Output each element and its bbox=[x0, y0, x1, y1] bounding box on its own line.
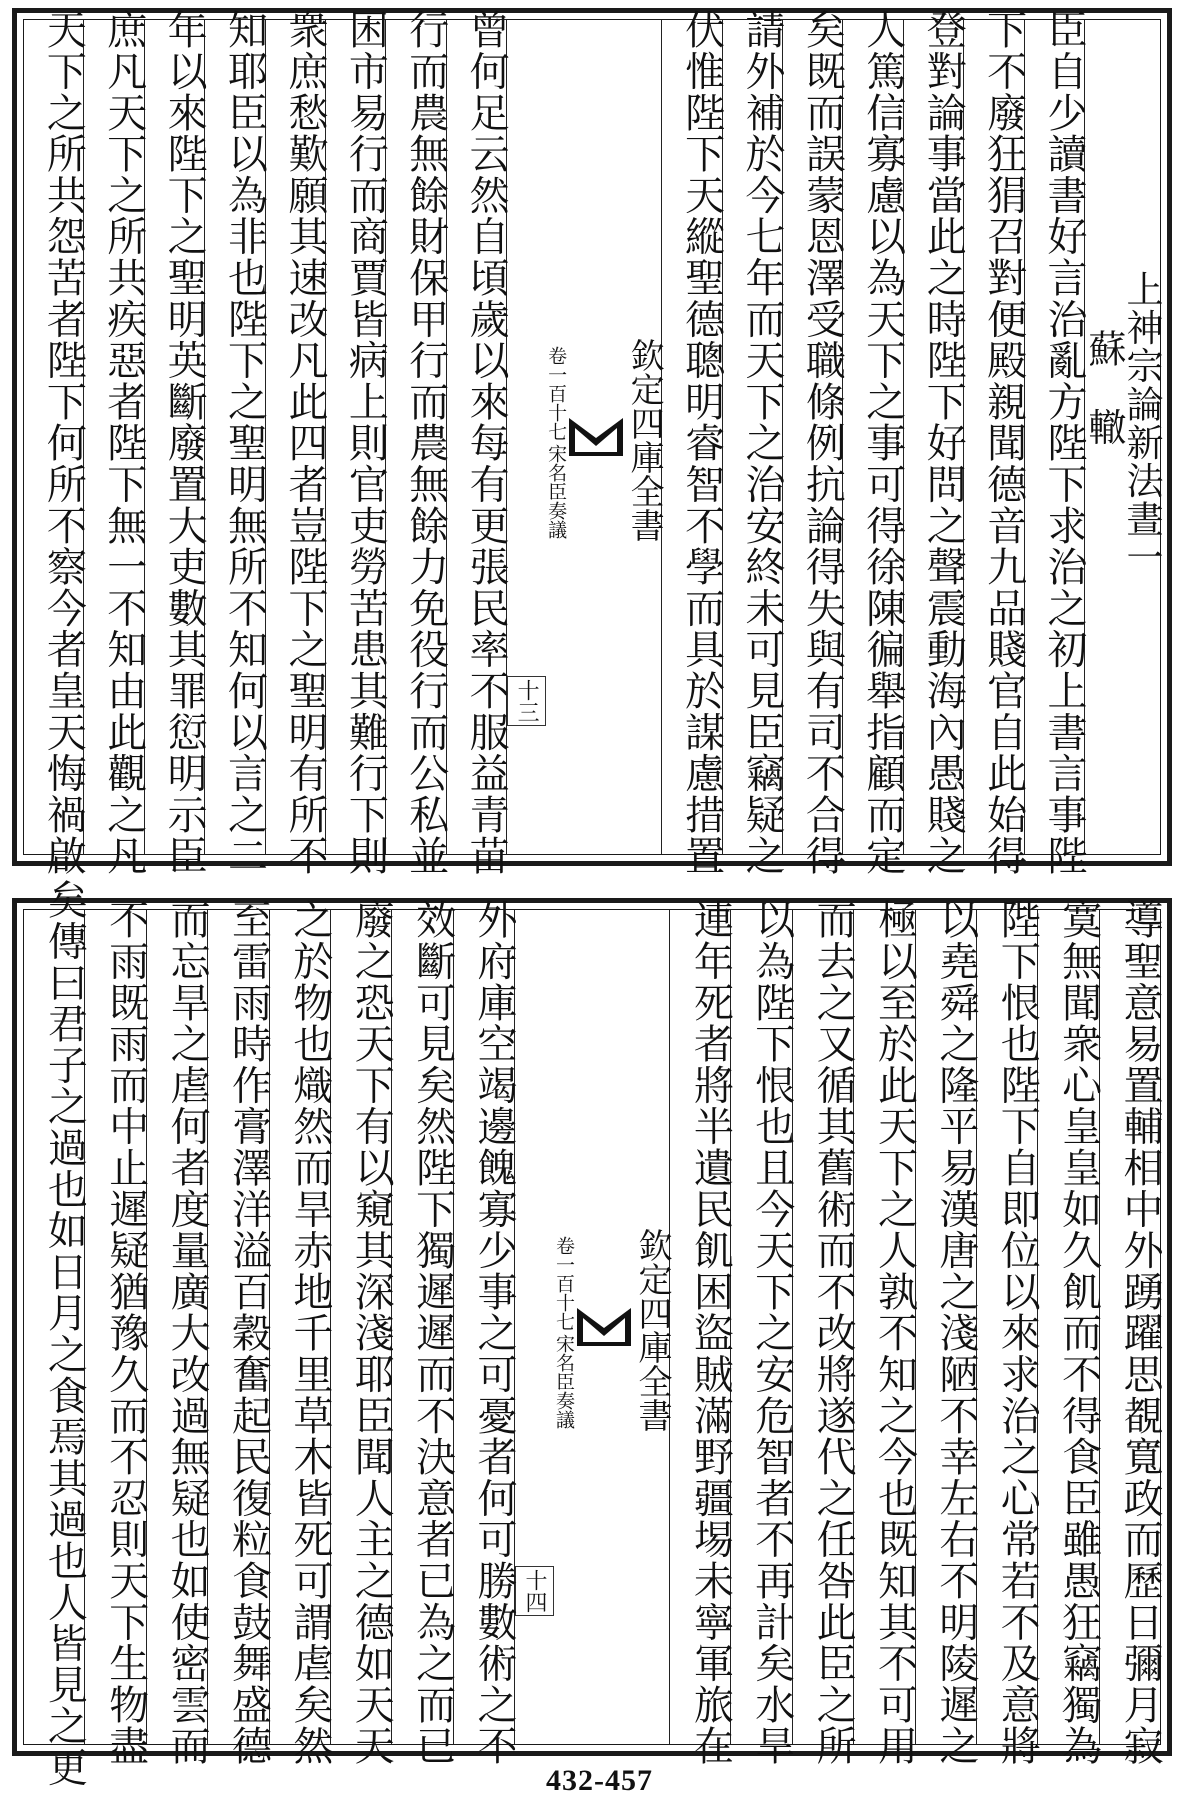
text-column: 困市易行而商賈皆病上則官吏勞苦患其難行下則 bbox=[325, 20, 385, 854]
text-column: 不雨既雨而中止遲疑猶豫久而不忍則天下生物盡 bbox=[84, 910, 145, 1744]
text-column: 而忘旱之虐何者度量廣大改過無疑也如使密雲而 bbox=[146, 910, 207, 1744]
text-column: 效斷可見矣然陛下獨遲遲而不決意者已為之而已 bbox=[391, 910, 452, 1744]
text-column: 而去之又循其舊術而不改將遂代之任咎此臣之所 bbox=[792, 910, 853, 1744]
collection-title: 欽定四庫全書 bbox=[624, 338, 665, 542]
text-column: 以堯舜之隆平易漢唐之淺陋不幸左右不明陵遲之 bbox=[915, 910, 976, 1744]
leaf-number: 十三 bbox=[507, 676, 546, 726]
text-column: 外府庫空竭邊餽寡少事之可憂者何可勝數術之不 bbox=[453, 910, 514, 1744]
top-columns bbox=[24, 9, 1163, 877]
text-column: 陛下恨也陛下自即位以來求治之心常若不及意將 bbox=[976, 910, 1037, 1744]
text-column: 衆庶愁歎願其速改凡此四者豈陛下之聖明有所不 bbox=[265, 20, 325, 854]
title-column bbox=[1082, 20, 1163, 854]
volume-info bbox=[545, 345, 568, 539]
text-column: 以為陛下恨也且今天下之安危智者不再計矣水旱 bbox=[730, 910, 791, 1744]
text-column: 登對論事當此之時陛下好問之聲震動海內愚賤之 bbox=[903, 20, 963, 854]
text-column: 行而農無餘財保甲行而農無餘力免役行而公私並 bbox=[385, 20, 445, 854]
text-column: 庶凡天下之所共疾惡者陛下無一不知由此觀之凡 bbox=[83, 20, 143, 854]
text-column: 伏惟陛下天縱聖德聰明睿智不學而具於謀慮措置 bbox=[661, 20, 721, 854]
text-column: 請外補於今七年而天下之治安終未可見臣竊疑之 bbox=[722, 20, 782, 854]
volume-number: 卷一百十七 bbox=[553, 1235, 575, 1331]
text-column: 人篤信寡慮以為天下之事可得徐陳徧舉指顧而定 bbox=[842, 20, 902, 854]
author-name: 蘇 轍 bbox=[1082, 329, 1126, 447]
text-column: 知耶臣以為非也陛下之聖明無所不知何以言之二 bbox=[204, 20, 264, 854]
text-column: 連年死者將半遺民飢困盜賊滿野疆埸未寧軍旅在 bbox=[669, 910, 730, 1744]
text-column: 寞無聞衆心皇皇如久飢而不得食臣雖愚狂竊獨為 bbox=[1037, 910, 1098, 1744]
book-title: 宋名臣奏議 bbox=[553, 1333, 575, 1429]
memorial-title: 上神宗論新法晝一 bbox=[1120, 269, 1163, 577]
book-title: 宋名臣奏議 bbox=[545, 443, 568, 539]
text-column: 廢之恐天下有以窺其深淺耶臣聞人主之德如天天 bbox=[330, 910, 391, 1744]
text-column: 天下之所共怨苦者陛下何所不察今者皇天悔禍啟 bbox=[40, 9, 87, 877]
top-page bbox=[12, 8, 1172, 877]
fishtail-mark-icon bbox=[573, 1304, 635, 1350]
volume-number: 卷一百十七 bbox=[545, 345, 568, 441]
text-column: 矣既而誤蒙恩澤受職條例抗論得失與有司不合得 bbox=[782, 20, 842, 854]
text-column: 曾何足云然自頃歲以來每有更張民率不服益青苗 bbox=[446, 20, 506, 854]
center-fold-column bbox=[506, 20, 665, 854]
collection-title: 欽定四庫全書 bbox=[632, 1228, 672, 1432]
center-fold-column bbox=[514, 910, 672, 1744]
fishtail-mark-icon bbox=[565, 414, 627, 460]
text-column: 極以至於此天下之人孰不知之今也既知其不可用 bbox=[853, 910, 914, 1744]
text-column: 矣傳曰君子之過也如日月之食焉其過也人皆見之更 bbox=[41, 878, 88, 1788]
text-column: 導聖意易置輔相中外踴躍思覩寬政而歷日彌月寂 bbox=[1099, 910, 1160, 1744]
text-column: 至雷雨時作膏澤洋溢百穀奮起民復粒食鼓舞盛德 bbox=[207, 910, 268, 1744]
text-column: 之於物也熾然而旱赤地千里草木皆死可謂虐矣然 bbox=[269, 910, 330, 1744]
text-column: 臣自少讀書好言治亂方陛下求治之初上書言事陛 bbox=[1024, 20, 1084, 854]
page-code: 432-457 bbox=[546, 1764, 653, 1797]
leaf-number: 十四 bbox=[515, 1566, 554, 1616]
text-column: 年以來陛下之聖明英斷廢置大吏數其罪愆明示臣 bbox=[144, 20, 204, 854]
text-column: 下不廢狂狷召對便殿親聞德音九品賤官自此始得 bbox=[963, 20, 1023, 854]
top-page-frame bbox=[23, 9, 1163, 877]
volume-info bbox=[554, 1236, 573, 1429]
